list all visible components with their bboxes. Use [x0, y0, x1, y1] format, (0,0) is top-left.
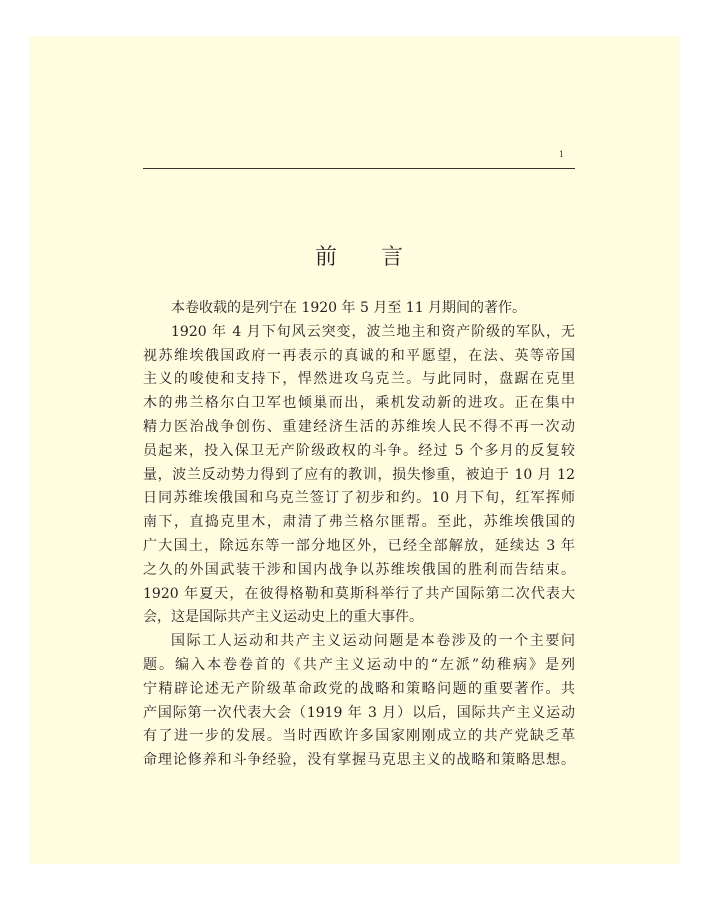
text-line: 有了进一步的发展。当时西欧许多国家刚刚成立的共产党缺乏革	[143, 728, 575, 745]
text-line: 命理论修养和斗争经验，没有掌握马克思主义的战略和策略思想。	[143, 752, 575, 769]
text-line: 题。编入本卷卷首的《共产主义运动中的“左派”幼稚病》是列	[143, 656, 575, 673]
text-line: 1920 年夏天，在彼得格勒和莫斯科举行了共产国际第二次代表大	[143, 585, 575, 602]
text-line: 视苏维埃俄国政府一再表示的真诚的和平愿望，在法、英等帝国	[143, 347, 575, 364]
text-line: 日同苏维埃俄国和乌克兰签订了初步和约。10 月下旬，红军挥师	[143, 490, 575, 507]
page-title	[143, 240, 575, 271]
header-rule	[143, 168, 575, 169]
text-line: 国际工人运动和共产主义运动问题是本卷涉及的一个主要问	[171, 633, 575, 650]
text-line: 员起来，投入保卫无产阶级政权的斗争。经过 5 个多月的反复较	[143, 442, 575, 459]
body-text	[143, 297, 575, 773]
text-line: 广大国土，除远东等一部分地区外，已经全部解放，延续达 3 年	[143, 537, 575, 554]
page-number: 1	[558, 150, 564, 159]
text-line: 量，波兰反动势力得到了应有的教训，损失惨重，被迫于 10 月 12	[143, 466, 575, 483]
text-line: 宁精辟论述无产阶级革命政党的战略和策略问题的重要著作。共	[143, 680, 575, 697]
text-line: 产国际第一次代表大会（1919 年 3 月）以后，国际共产主义运动	[143, 704, 575, 721]
text-line: 主义的唆使和支持下，悍然进攻乌克兰。与此同时，盘踞在克里	[143, 371, 575, 388]
title-char-1: 前	[314, 245, 337, 270]
text-line: 木的弗兰格尔白卫军也倾巢而出，乘机发动新的进攻。正在集中	[143, 395, 575, 412]
text-line: 精力医治战争创伤、重建经济生活的苏维埃人民不得不再一次动	[143, 418, 575, 435]
text-line: 会，这是国际共产主义运动史上的重大事件。	[143, 609, 423, 626]
title-char-2: 言	[381, 245, 404, 270]
text-line: 南下，直捣克里木，肃清了弗兰格尔匪帮。至此，苏维埃俄国的	[143, 514, 575, 531]
text-line: 本卷收载的是列宁在 1920 年 5 月至 11 月期间的著作。	[171, 300, 527, 316]
text-line: 之久的外国武装干涉和国内战争以苏维埃俄国的胜利而告结束。	[143, 561, 575, 578]
text-line: 1920 年 4 月下旬风云突变，波兰地主和资产阶级的军队，无	[171, 323, 575, 340]
